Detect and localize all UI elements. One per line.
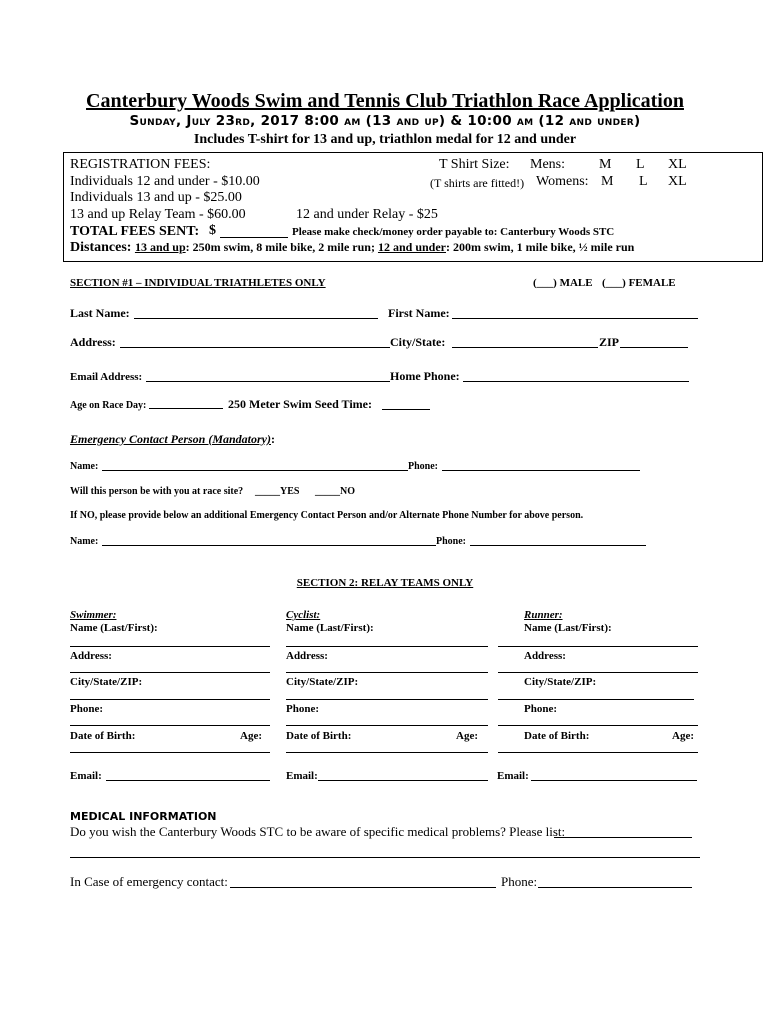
- swimmer-heading: Swimmer:: [70, 609, 117, 621]
- runner-dob-field[interactable]: [498, 752, 698, 753]
- swimmer-email-label: Email:: [70, 770, 102, 782]
- medical-heading: MEDICAL INFORMATION: [70, 810, 217, 823]
- fee-relay-12-under: 12 and under Relay - $25: [296, 207, 438, 222]
- mens-size-xl[interactable]: XL: [668, 157, 687, 172]
- city-state-field[interactable]: [452, 347, 598, 348]
- address-label: Address:: [70, 335, 116, 349]
- with-you-yes[interactable]: _____YES: [255, 486, 300, 497]
- emergency-name-label: Name:: [70, 461, 99, 472]
- email-address-label: Email Address:: [70, 371, 143, 383]
- runner-address-field[interactable]: [498, 672, 698, 673]
- city-state-label: City/State:: [390, 335, 446, 349]
- emergency-contact-field[interactable]: [230, 887, 496, 888]
- emergency-phone-field[interactable]: [442, 470, 640, 471]
- if-no-note: If NO, please provide below an additional Emergency Contact Person and/or Alternate Phone Number for above person.: [70, 510, 584, 521]
- runner-heading: Runner:: [524, 609, 563, 621]
- cyclist-address-label: Address:: [286, 650, 328, 662]
- address-field[interactable]: [120, 347, 390, 348]
- womens-size-m[interactable]: M: [601, 174, 614, 189]
- cyclist-phone-field[interactable]: [286, 725, 488, 726]
- male-option[interactable]: (___) MALE: [533, 277, 593, 289]
- distance-13-up: : 250m swim, 8 mile bike, 2 mile run;: [185, 240, 375, 254]
- swimmer-city-label: City/State/ZIP:: [70, 676, 143, 688]
- runner-email-label: Email:: [497, 770, 529, 782]
- cyclist-name-label: Name (Last/First):: [286, 622, 374, 634]
- fee-individual-13-up: Individuals 13 and up - $25.00: [70, 190, 242, 205]
- section1-title: SECTION #1 – INDIVIDUAL TRIATHLETES ONLY: [70, 277, 326, 289]
- zip-field[interactable]: [620, 347, 688, 348]
- medical-list-field[interactable]: [554, 837, 692, 838]
- event-date-line: Sunday, July 23rd, 2017 8:00 am (13 and up) & 10:00 am (12 and under): [129, 113, 641, 129]
- runner-address-label: Address:: [524, 650, 566, 662]
- alt-contact-name-label: Name:: [70, 536, 99, 547]
- swimmer-name-field[interactable]: [70, 646, 270, 647]
- emergency-phone-label-bottom: Phone:: [501, 874, 538, 889]
- section2-title: SECTION 2: RELAY TEAMS ONLY: [296, 577, 474, 589]
- home-phone-field[interactable]: [463, 381, 689, 382]
- fee-relay-13-up: 13 and up Relay Team - $60.00: [70, 207, 246, 222]
- zip-label: ZIP: [599, 335, 620, 349]
- distances-label: Distances:: [70, 240, 132, 255]
- fee-individual-12-under: Individuals 12 and under - $10.00: [70, 174, 260, 189]
- age-on-race-day-label: Age on Race Day:: [70, 400, 147, 411]
- cyclist-email-field[interactable]: [318, 780, 488, 781]
- tshirt-fitted-note: (T shirts are fitted!): [430, 176, 525, 190]
- fees-heading: REGISTRATION FEES:: [70, 157, 211, 172]
- last-name-label: Last Name:: [70, 306, 130, 320]
- emergency-phone-field-bottom[interactable]: [538, 887, 692, 888]
- swimmer-phone-field[interactable]: [70, 725, 270, 726]
- with-you-no[interactable]: _____NO: [315, 486, 355, 497]
- email-address-field[interactable]: [146, 381, 390, 382]
- swimmer-dob-label: Date of Birth:: [70, 730, 136, 742]
- cyclist-dob-label: Date of Birth:: [286, 730, 352, 742]
- emergency-contact-label: In Case of emergency contact:: [70, 874, 228, 889]
- cyclist-city-label: City/State/ZIP:: [286, 676, 359, 688]
- swimmer-phone-label: Phone:: [70, 703, 103, 715]
- runner-city-label: City/State/ZIP:: [524, 676, 597, 688]
- swim-seed-time-label: 250 Meter Swim Seed Time:: [228, 397, 372, 411]
- alt-contact-phone-label: Phone:: [436, 536, 466, 547]
- swimmer-address-label: Address:: [70, 650, 112, 662]
- cyclist-name-field[interactable]: [286, 646, 488, 647]
- cyclist-address-field[interactable]: [286, 672, 488, 673]
- with-you-question: Will this person be with you at race site?: [70, 486, 244, 497]
- swimmer-name-label: Name (Last/First):: [70, 622, 158, 634]
- distance-12-under: : 200m swim, 1 mile bike, ½ mile run: [446, 240, 635, 254]
- runner-age-label: Age:: [672, 730, 694, 742]
- first-name-label: First Name:: [388, 306, 450, 320]
- cyclist-city-field[interactable]: [286, 699, 488, 700]
- includes-note: Includes T-shirt for 13 and up, triathlon medal for 12 and under: [193, 132, 577, 147]
- swimmer-email-field[interactable]: [106, 780, 270, 781]
- age-on-race-day-field[interactable]: [149, 408, 223, 409]
- emergency-heading-colon: :: [271, 432, 275, 446]
- swimmer-address-field[interactable]: [70, 672, 270, 673]
- mens-size-l[interactable]: L: [636, 157, 645, 172]
- cyclist-age-label: Age:: [456, 730, 478, 742]
- runner-phone-label: Phone:: [524, 703, 557, 715]
- cyclist-email-label: Email:: [286, 770, 318, 782]
- cyclist-dob-field[interactable]: [286, 752, 488, 753]
- runner-name-label: Name (Last/First):: [524, 622, 612, 634]
- runner-city-field[interactable]: [498, 699, 694, 700]
- distance-12-under-label: 12 and under: [377, 240, 446, 254]
- cyclist-phone-label: Phone:: [286, 703, 319, 715]
- medical-question: Do you wish the Canterbury Woods STC to be aware of specific medical problems? Please list:: [70, 824, 566, 839]
- tshirt-womens-label: Womens:: [536, 174, 589, 189]
- runner-dob-label: Date of Birth:: [524, 730, 590, 742]
- tshirt-mens-label: Mens:: [530, 157, 565, 172]
- total-fees-field[interactable]: [220, 237, 288, 238]
- emergency-phone-label: Phone:: [408, 461, 438, 472]
- swimmer-age-label: Age:: [240, 730, 262, 742]
- first-name-field[interactable]: [452, 318, 698, 319]
- swim-seed-time-field[interactable]: [382, 409, 430, 410]
- womens-size-xl[interactable]: XL: [668, 174, 687, 189]
- runner-email-field[interactable]: [531, 780, 697, 781]
- cyclist-heading: Cyclist:: [286, 609, 321, 621]
- form-title: Canterbury Woods Swim and Tennis Club Triathlon Race Application: [86, 90, 684, 112]
- emergency-contact-heading: Emergency Contact Person (Mandatory): [70, 432, 271, 446]
- female-option[interactable]: (___) FEMALE: [602, 277, 676, 289]
- dollar-sign: $: [209, 223, 216, 238]
- alt-contact-name-field[interactable]: [102, 545, 436, 546]
- total-fees-label: TOTAL FEES SENT:: [70, 224, 200, 239]
- tshirt-size-label: T Shirt Size:: [439, 157, 510, 172]
- swimmer-city-field[interactable]: [70, 699, 270, 700]
- emergency-name-field[interactable]: [102, 470, 408, 471]
- runner-phone-field[interactable]: [498, 725, 698, 726]
- runner-name-field[interactable]: [498, 646, 698, 647]
- alt-contact-phone-field[interactable]: [470, 545, 646, 546]
- last-name-field[interactable]: [134, 318, 378, 319]
- medical-extra-line[interactable]: [70, 857, 700, 858]
- distance-13-up-label: 13 and up: [134, 240, 186, 254]
- mens-size-m[interactable]: M: [599, 157, 612, 172]
- home-phone-label: Home Phone:: [390, 369, 460, 383]
- payable-note: Please make check/money order payable to: Canterbury Woods STC: [292, 226, 615, 238]
- womens-size-l[interactable]: L: [639, 174, 648, 189]
- swimmer-dob-field[interactable]: [70, 752, 270, 753]
